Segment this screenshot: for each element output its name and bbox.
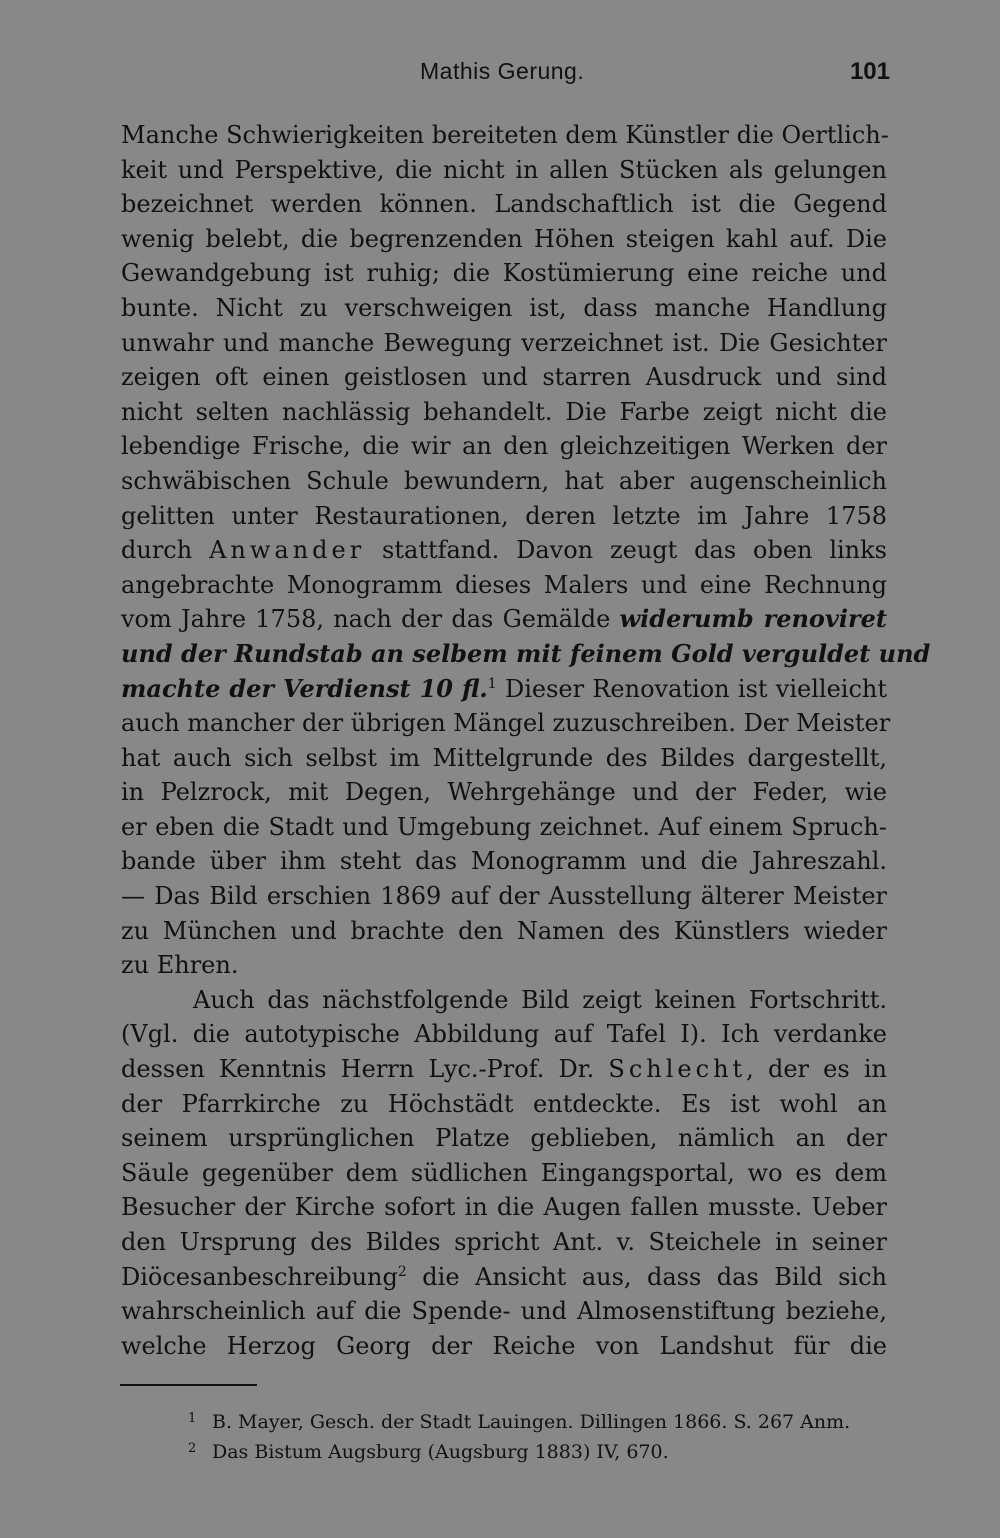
running-title: Mathis Gerung.: [420, 58, 585, 84]
text-line: [121, 706, 891, 741]
text-run: hat auch sich selbst im Mittelgrunde des Bildes dargestellt,: [121, 743, 887, 772]
text-run: zeigen oft einen geistlosen und starren Ausdruck und sind: [121, 363, 887, 392]
text-line: [121, 602, 887, 637]
text-run: zu Ehren.: [121, 951, 239, 980]
footnote-text: B. Mayer, Gesch. der Stadt Lauingen. Dillingen 1866. S. 267 Anm.: [212, 1411, 851, 1433]
text-run: Auch das nächstfolgende Bild zeigt keinen Fortschritt.: [193, 985, 887, 1014]
text-run: dessen Kenntnis Herrn Lyc.-Prof. Dr.: [121, 1055, 609, 1084]
text-line: [121, 914, 887, 949]
text-line: [121, 1017, 887, 1052]
text-run: , der es in: [746, 1055, 887, 1084]
text-line: [121, 360, 887, 395]
text-line: [121, 1260, 887, 1295]
text-run: durch: [121, 536, 210, 565]
text-run: lebendige Frische, die wir an den gleichzeitigen Werken der: [121, 432, 887, 461]
text-line: [121, 533, 887, 568]
text-run: nicht selten nachlässig behandelt. Die Farbe zeigt nicht die: [121, 397, 887, 426]
text-run: bunte. Nicht zu verschweigen ist, dass manche Handlung: [121, 293, 887, 322]
page-number: 101: [849, 58, 890, 85]
text-line: [121, 948, 887, 983]
text-run: keit und Perspektive, die nicht in allen Stücken als gelungen: [121, 155, 887, 184]
text-run: zu München und brachte den Namen des Künstlers wieder: [121, 916, 887, 945]
text-run: der Pfarrkirche zu Höchstädt entdeckte. Es ist wohl an: [121, 1089, 887, 1118]
text-line: [121, 291, 887, 326]
text-line: [121, 741, 887, 776]
footnote-text: Das Bistum Augsburg (Augsburg 1883) IV, 670.: [212, 1441, 669, 1463]
text-line: [121, 844, 887, 879]
text-line: [121, 499, 887, 534]
text-line: [121, 464, 887, 499]
footnote-separator: [120, 1384, 257, 1386]
text-line: [121, 153, 887, 188]
running-header: [120, 58, 890, 92]
italic-quote: und der Rundstab an selbem mit feinem Gold verguldet und: [121, 638, 931, 668]
text-line: [121, 1294, 887, 1329]
text-line: [121, 775, 887, 810]
text-run: — Das Bild erschien 1869 auf der Ausstellung älterer Meister: [121, 882, 887, 911]
text-line: [121, 879, 887, 914]
text-line: [121, 118, 887, 153]
italic-quote: machte der Verdienst 10 fl.: [121, 673, 488, 703]
text-line: [121, 810, 887, 845]
italic-quote: widerumb renoviret: [619, 604, 888, 634]
text-line: [121, 1121, 887, 1156]
text-run: schwäbischen Schule bewundern, hat aber augenscheinlich: [121, 466, 887, 495]
footnote-mark: 2: [188, 1441, 197, 1456]
text-line: [121, 1190, 887, 1225]
text-run: unwahr und manche Bewegung verzeichnet ist. Die Gesichter: [121, 328, 887, 357]
text-line: [121, 637, 931, 672]
text-run: Besucher der Kirche sofort in die Augen fallen musste. Ueber: [121, 1193, 887, 1222]
text-line: [121, 1156, 887, 1191]
text-run: den Ursprung des Bildes spricht Ant. v. Steichele in seiner: [121, 1228, 887, 1256]
footnote-reference: 1: [487, 675, 497, 692]
footnotes: [120, 1404, 890, 1464]
text-run: stattfand. Davon zeugt das oben links: [365, 536, 887, 565]
text-run: bande über ihm steht das Monogramm und die Jahreszahl.: [121, 847, 887, 876]
text-line: [121, 1087, 887, 1122]
text-line: [121, 187, 887, 222]
text-run: seinem ursprünglichen Platze geblieben, nämlich an der: [121, 1124, 887, 1153]
text-line: [121, 222, 887, 257]
text-run: in Pelzrock, mit Degen, Wehrgehänge und der Feder, wie: [121, 778, 887, 807]
text-line: [121, 429, 887, 464]
text-line: [121, 1225, 887, 1260]
text-run: bezeichnet werden können. Landschaftlich ist die Gegend: [121, 190, 887, 219]
text-line: [121, 672, 887, 707]
text-line: [121, 1052, 887, 1087]
text-run: Gewandgebung ist ruhig; die Kostümierung eine reiche und: [121, 259, 887, 288]
footnote: [120, 1434, 890, 1464]
text-run: gelitten unter Restaurationen, deren letzte im Jahre 1758: [121, 501, 887, 530]
text-run: die Ansicht aus, dass das Bild sich: [406, 1262, 887, 1291]
text-line: [121, 1329, 887, 1364]
text-line: [121, 395, 887, 430]
text-run: Diöcesanbeschreibung: [121, 1262, 398, 1291]
footnote: [120, 1404, 890, 1434]
text-line: [121, 568, 887, 603]
text-line: [121, 326, 887, 361]
footnote-mark: 1: [188, 1411, 197, 1426]
text-run: wenig belebt, die begrenzenden Höhen steigen kahl auf. Die: [121, 224, 887, 253]
text-run: er eben die Stadt und Umgebung zeichnet. Auf einem Spruch-: [121, 812, 887, 841]
text-run: Manche Schwierigkeiten bereiteten dem Künstler die Oertlich-: [121, 121, 889, 149]
spaced-name: Anwander: [209, 536, 366, 565]
body-text: [121, 118, 931, 1363]
text-line: [121, 983, 887, 1018]
text-run: wahrscheinlich auf die Spende- und Almosenstiftung beziehe,: [121, 1297, 887, 1326]
text-run: vom Jahre 1758, nach der das Gemälde: [121, 605, 620, 634]
text-run: Dieser Renovation ist vielleicht: [496, 674, 887, 703]
text-run: welche Herzog Georg der Reiche von Landshut für die: [121, 1331, 887, 1360]
text-run: Säule gegenüber dem südlichen Eingangsportal, wo es dem: [121, 1158, 887, 1187]
text-run: (Vgl. die autotypische Abbildung auf Tafel I). Ich verdanke: [121, 1020, 887, 1049]
text-run: auch mancher der übrigen Mängel zuzuschreiben. Der Meister: [121, 709, 891, 738]
footnote-reference: 2: [397, 1263, 407, 1280]
text-run: angebrachte Monogramm dieses Malers und eine Rechnung: [121, 570, 887, 599]
text-line: [121, 256, 887, 291]
spaced-name: Schlecht: [608, 1055, 747, 1084]
